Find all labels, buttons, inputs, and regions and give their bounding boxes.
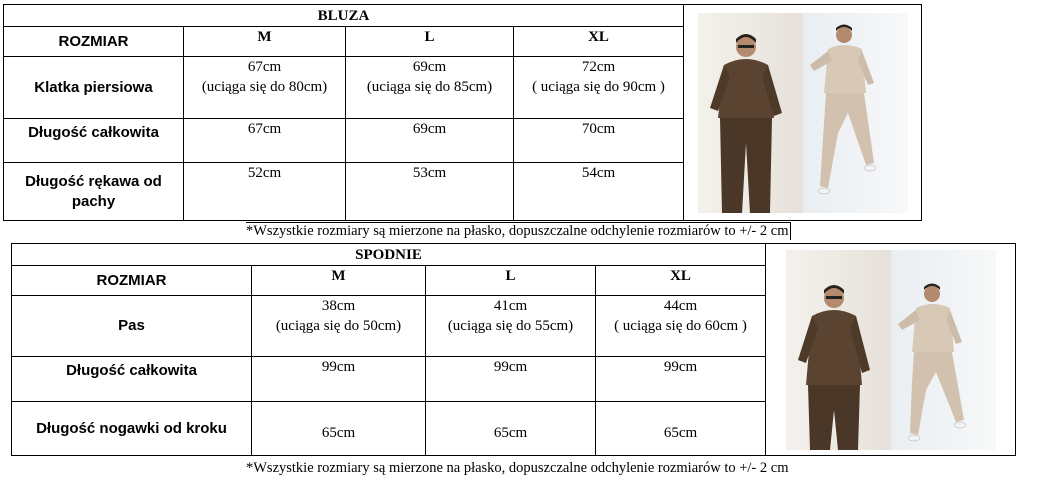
sweatsuit-photo bbox=[698, 13, 908, 213]
row-label: Długość nogawki od kroku bbox=[12, 402, 252, 456]
cell: 99cm bbox=[596, 357, 766, 402]
cell: 70cm bbox=[514, 119, 684, 163]
cell: 44cm ( uciąga się do 60cm ) bbox=[596, 296, 766, 357]
bluza-size-table bbox=[3, 4, 922, 221]
cell: 67cm (uciąga się do 80cm) bbox=[184, 57, 346, 119]
cell: 69cm bbox=[346, 119, 514, 163]
cell: 69cm (uciąga się do 85cm) bbox=[346, 57, 514, 119]
row-label: Pas bbox=[12, 296, 252, 357]
cell: 65cm bbox=[252, 402, 426, 456]
cell: 67cm bbox=[184, 119, 346, 163]
spodnie-size-header-label: ROZMIAR bbox=[12, 266, 252, 296]
row-label: Długość rękawa od pachy bbox=[4, 163, 184, 221]
spodnie-size-xl: XL bbox=[596, 266, 766, 296]
spodnie-product-photos bbox=[766, 244, 1016, 456]
spodnie-size-table bbox=[11, 243, 1016, 456]
bluza-size-xl: XL bbox=[514, 27, 684, 57]
bluza-product-photos bbox=[684, 5, 922, 221]
row-label: Długość całkowita bbox=[4, 119, 184, 163]
cell: 65cm bbox=[596, 402, 766, 456]
cell: 72cm ( uciąga się do 90cm ) bbox=[514, 57, 684, 119]
bluza-size-l: L bbox=[346, 27, 514, 57]
row-label: Klatka piersiowa bbox=[4, 57, 184, 119]
cell: 99cm bbox=[426, 357, 596, 402]
bluza-measurement-note: *Wszystkie rozmiary są mierzone na płasko, dopuszczalne odchylenie rozmiarów to +/- 2 cm bbox=[246, 222, 791, 240]
spodnie-size-m: M bbox=[252, 266, 426, 296]
cell: 38cm (uciąga się do 50cm) bbox=[252, 296, 426, 357]
bluza-size-m: M bbox=[184, 27, 346, 57]
bluza-title: BLUZA bbox=[4, 5, 684, 27]
cell: 52cm bbox=[184, 163, 346, 221]
cell: 65cm bbox=[426, 402, 596, 456]
spodnie-size-l: L bbox=[426, 266, 596, 296]
bluza-size-header-label: ROZMIAR bbox=[4, 27, 184, 57]
sweatsuit-photo bbox=[786, 250, 996, 450]
spodnie-measurement-note: *Wszystkie rozmiary są mierzone na płasko, dopuszczalne odchylenie rozmiarów to +/- 2 cm bbox=[246, 460, 789, 476]
row-label: Długość całkowita bbox=[12, 357, 252, 402]
cell: 54cm bbox=[514, 163, 684, 221]
spodnie-title: SPODNIE bbox=[12, 244, 766, 266]
cell: 99cm bbox=[252, 357, 426, 402]
cell: 53cm bbox=[346, 163, 514, 221]
cell: 41cm (uciąga się do 55cm) bbox=[426, 296, 596, 357]
